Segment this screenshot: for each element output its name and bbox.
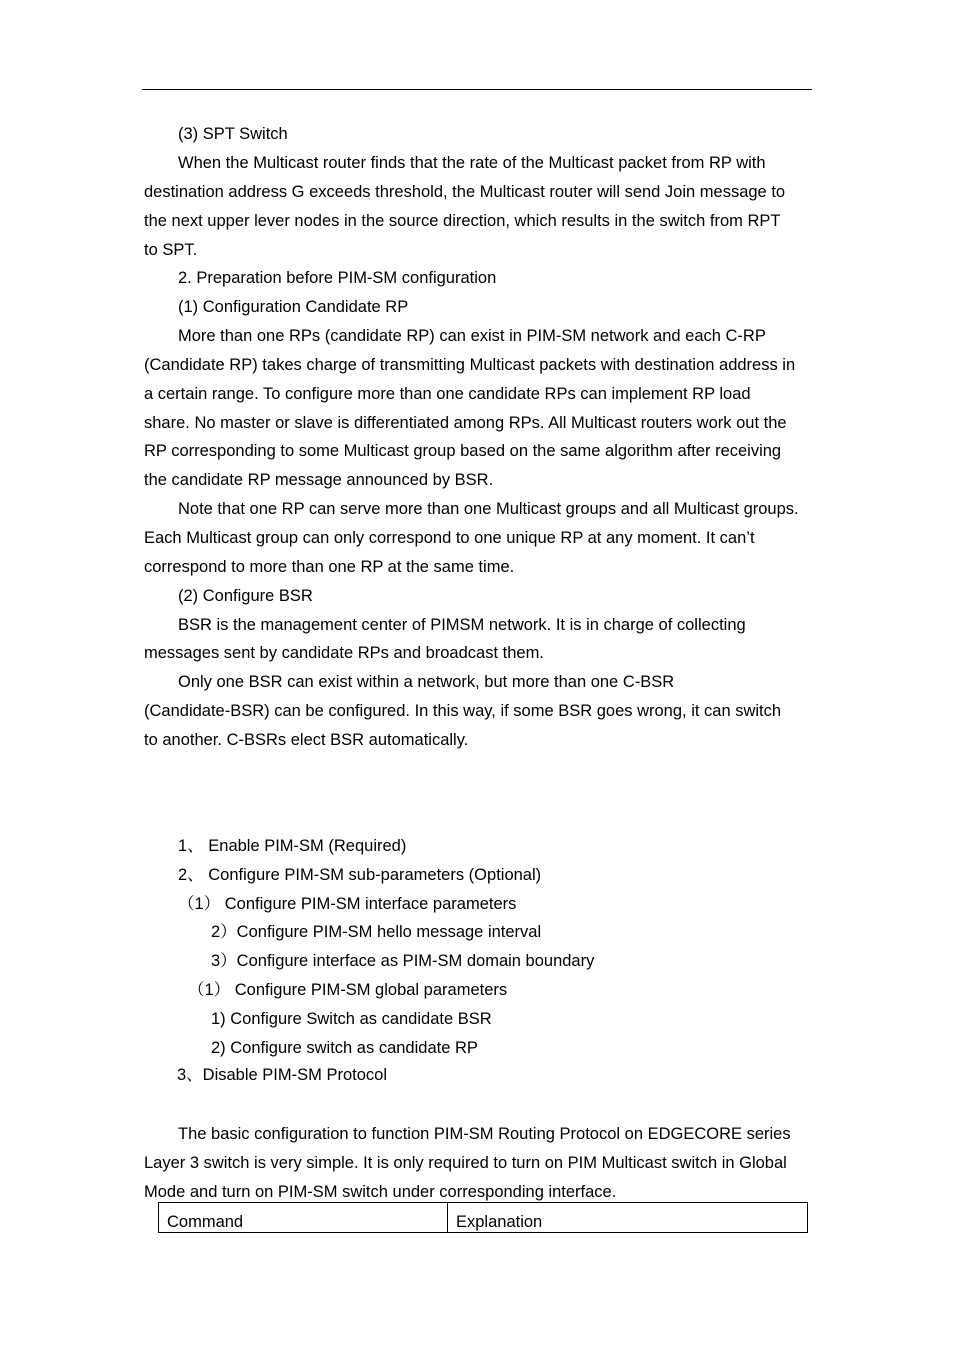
- list-item: （1） Configure PIM-SM interface parameters: [178, 895, 517, 913]
- list-item: 3）Configure interface as PIM-SM domain boundary: [211, 952, 595, 970]
- header-rule: [142, 89, 812, 90]
- table-header-explanation: Explanation: [448, 1203, 808, 1233]
- subheading-configure-bsr: (2) Configure BSR: [178, 587, 313, 605]
- section-heading: 2. Preparation before PIM-SM configuration: [178, 269, 497, 287]
- subheading-spt-switch: (3) SPT Switch: [178, 125, 288, 143]
- paragraph-line: the candidate RP message announced by BSR.: [144, 471, 494, 489]
- paragraph-line: More than one RPs (candidate RP) can exist in PIM-SM network and each C-RP: [178, 327, 766, 345]
- list-item: 3、Disable PIM-SM Protocol: [177, 1066, 387, 1084]
- list-item: 2）Configure PIM-SM hello message interval: [211, 923, 542, 941]
- list-item: 1、 Enable PIM-SM (Required): [178, 837, 407, 855]
- paragraph-line: destination address G exceeds threshold, the Multicast router will send Join message to: [144, 183, 786, 201]
- list-item: 1) Configure Switch as candidate BSR: [211, 1010, 492, 1028]
- paragraph-line: Layer 3 switch is very simple. It is only required to turn on PIM Multicast switch in Global: [144, 1154, 787, 1172]
- subheading-candidate-rp: (1) Configuration Candidate RP: [178, 298, 409, 316]
- list-item: 2) Configure switch as candidate RP: [211, 1039, 478, 1057]
- list-item: 2、 Configure PIM-SM sub-parameters (Optional): [178, 866, 542, 884]
- list-item: （1） Configure PIM-SM global parameters: [188, 981, 508, 999]
- paragraph-line: correspond to more than one RP at the same time.: [144, 558, 515, 576]
- paragraph-line: Each Multicast group can only correspond to one unique RP at any moment. It can’t: [144, 529, 755, 547]
- paragraph-line: to another. C-BSRs elect BSR automatically.: [144, 731, 469, 749]
- paragraph-line: Note that one RP can serve more than one Multicast groups and all Multicast groups.: [178, 500, 799, 518]
- table-header-row: [159, 1203, 808, 1233]
- paragraph-line: BSR is the management center of PIMSM network. It is in charge of collecting: [178, 616, 746, 634]
- command-table: [158, 1202, 808, 1233]
- paragraph-line: Mode and turn on PIM-SM switch under corresponding interface.: [144, 1183, 617, 1201]
- paragraph-line: the next upper lever nodes in the source direction, which results in the switch from RPT: [144, 212, 781, 230]
- paragraph-line: When the Multicast router finds that the rate of the Multicast packet from RP with: [178, 154, 766, 172]
- paragraph-line: messages sent by candidate RPs and broadcast them.: [144, 644, 544, 662]
- paragraph-line: The basic configuration to function PIM-SM Routing Protocol on EDGECORE series: [178, 1125, 791, 1143]
- paragraph-line: Only one BSR can exist within a network, but more than one C-BSR: [178, 673, 675, 691]
- table-header-command: Command: [159, 1203, 448, 1233]
- paragraph-line: RP corresponding to some Multicast group based on the same algorithm after receiving: [144, 442, 782, 460]
- paragraph-line: (Candidate-BSR) can be configured. In this way, if some BSR goes wrong, it can switch: [144, 702, 782, 720]
- paragraph-line: share. No master or slave is differentiated among RPs. All Multicast routers work out the: [144, 414, 787, 432]
- paragraph-line: to SPT.: [144, 241, 198, 259]
- paragraph-line: a certain range. To configure more than one candidate RPs can implement RP load: [144, 385, 751, 403]
- paragraph-line: (Candidate RP) takes charge of transmitting Multicast packets with destination address in: [144, 356, 796, 374]
